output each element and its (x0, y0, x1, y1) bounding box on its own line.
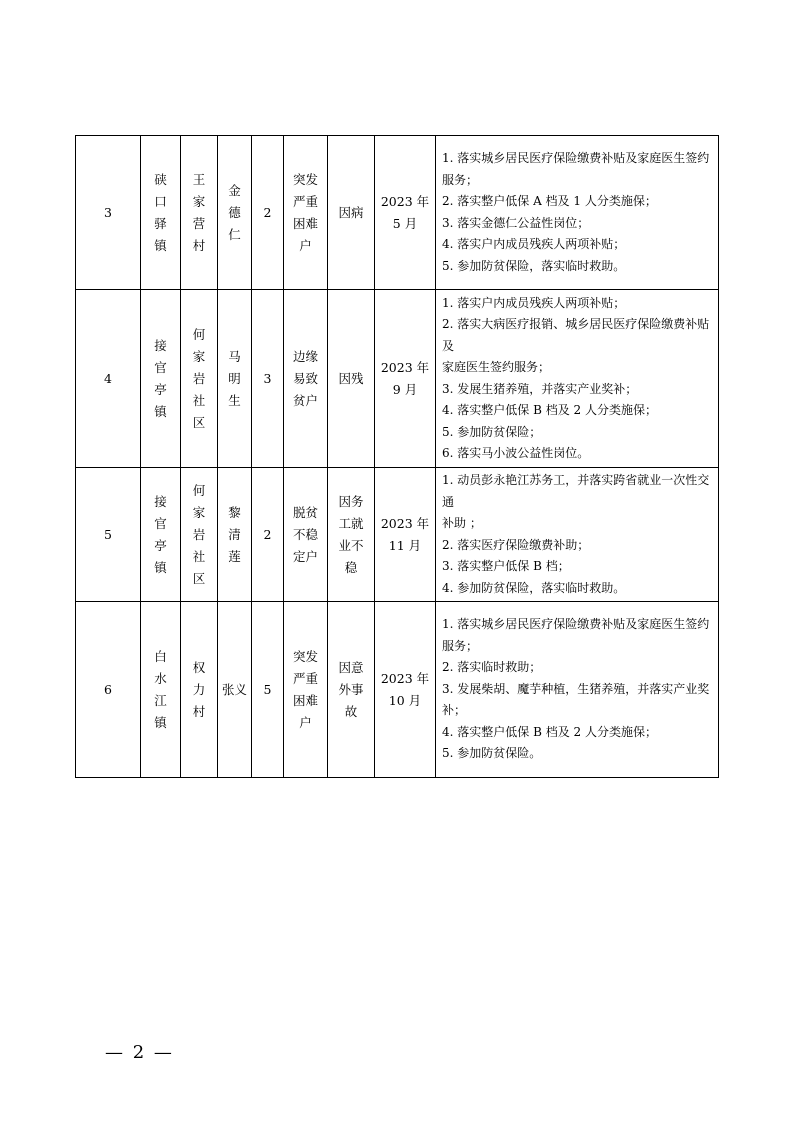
cell-village: 权力村 (181, 602, 218, 778)
cell-measures (436, 290, 719, 468)
measure-line: 3. 发展柴胡、魔芋种植，生猪养殖，并落实产业奖补； (442, 681, 710, 718)
measure-line: 1. 落实城乡居民医疗保险缴费补贴及家庭医生签约 (442, 617, 710, 632)
cell-village: 何家岩社区 (181, 468, 218, 602)
measure-line: 3. 落实整户低保 B 档； (442, 559, 570, 573)
cell-type: 突发严重困难户 (284, 136, 328, 290)
cell-name: 金德仁 (218, 136, 252, 290)
records-table (75, 135, 719, 778)
cell-no: 3 (76, 136, 141, 290)
cell-date: 2023 年 9 月 (375, 290, 436, 468)
table-row (76, 602, 719, 778)
cell-type: 边缘易致贫户 (284, 290, 328, 468)
measure-line: 5. 参加防贫保险。 (442, 746, 542, 761)
cell-no: 5 (76, 468, 141, 602)
measure-line: 2. 落实医疗保险缴费补助； (442, 537, 590, 552)
cell-village: 何家岩社区 (181, 290, 218, 468)
cell-name: 黎清莲 (218, 468, 252, 602)
measure-line: 1. 动员彭永艳江苏务工，并落实跨省就业一次性交通 (442, 473, 710, 509)
table-row (76, 136, 719, 290)
measure-line: 3. 落实金德仁公益性岗位； (442, 215, 590, 230)
measure-line: 服务； (442, 638, 479, 653)
measure-line: 家庭医生签约服务； (442, 360, 551, 374)
cell-measures (436, 468, 719, 602)
cell-count: 3 (252, 290, 284, 468)
page-number: — 2 — (105, 1042, 174, 1063)
cell-village: 王家营村 (181, 136, 218, 290)
measure-line: 补助 ； (442, 516, 482, 530)
measure-line: 2. 落实大病医疗报销、城乡居民医疗保险缴费补贴及 (442, 317, 710, 353)
measure-line: 4. 参加防贫保险，落实临时救助。 (442, 580, 626, 595)
measure-line: 2. 落实临时救助； (442, 660, 542, 675)
cell-count: 5 (252, 602, 284, 778)
cell-count: 2 (252, 468, 284, 602)
measure-line: 4. 落实整户低保 B 档及 2 人分类施保； (442, 724, 657, 739)
cell-name: 张义 (218, 602, 252, 778)
measure-line: 2. 落实整户低保 A 档及 1 人分类施保； (442, 194, 657, 208)
cell-cause: 因务工就业不稳 (328, 468, 375, 602)
cell-count: 2 (252, 136, 284, 290)
cell-cause: 因意外事故 (328, 602, 375, 778)
measure-line: 5. 参加防贫保险，落实临时救助。 (442, 258, 626, 273)
measure-line: 1. 落实城乡居民医疗保险缴费补贴及家庭医生签约 (442, 151, 710, 165)
cell-name: 马明生 (218, 290, 252, 468)
measure-line: 服务； (442, 172, 479, 187)
cell-date: 2023 年 10 月 (375, 602, 436, 778)
cell-date: 2023 年 11 月 (375, 468, 436, 602)
cell-type: 突发严重困难户 (284, 602, 328, 778)
cell-no: 6 (76, 602, 141, 778)
measure-line: 5. 参加防贫保险； (442, 424, 542, 439)
cell-no: 4 (76, 290, 141, 468)
cell-town: 硖口驿镇 (141, 136, 181, 290)
measure-line: 4. 落实整户低保 B 档及 2 人分类施保； (442, 403, 657, 417)
table-row (76, 468, 719, 602)
cell-cause: 因病 (328, 136, 375, 290)
table-row (76, 290, 719, 468)
measure-line: 3. 发展生猪养殖，并落实产业奖补； (442, 381, 638, 396)
measure-line: 1. 落实户内成员残疾人两项补贴； (442, 295, 626, 310)
measure-line: 6. 落实马小波公益性岗位。 (442, 446, 590, 460)
cell-type: 脱贫不稳定户 (284, 468, 328, 602)
cell-date: 2023 年 5 月 (375, 136, 436, 290)
cell-measures (436, 136, 719, 290)
measure-line: 4. 落实户内成员残疾人两项补贴； (442, 237, 626, 251)
cell-town: 白水江镇 (141, 602, 181, 778)
cell-town: 接官亭镇 (141, 290, 181, 468)
cell-cause: 因残 (328, 290, 375, 468)
cell-town: 接官亭镇 (141, 468, 181, 602)
cell-measures (436, 602, 719, 778)
